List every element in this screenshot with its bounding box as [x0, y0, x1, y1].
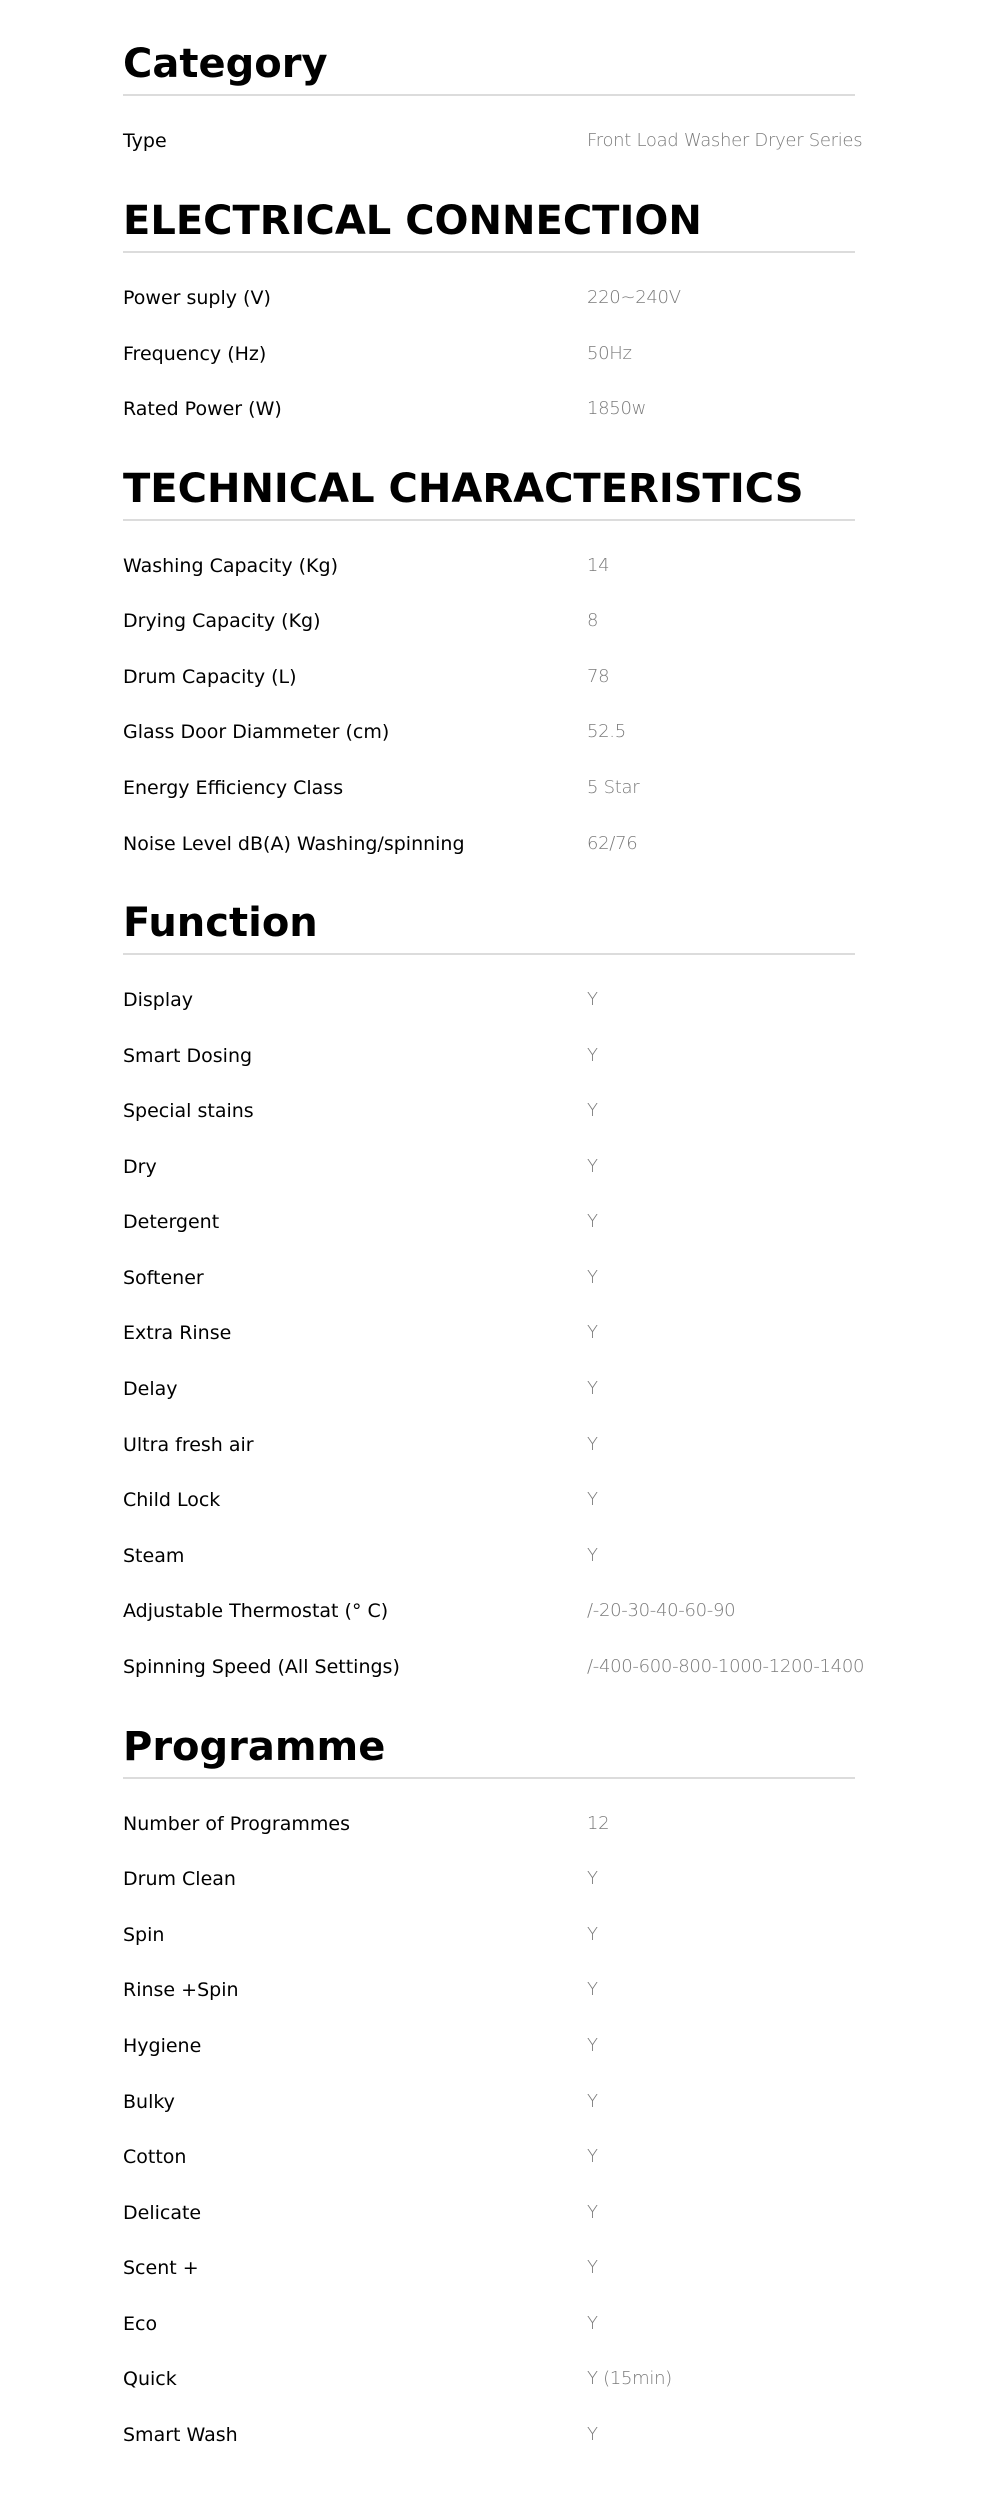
spec-label: Spin — [123, 1924, 165, 1946]
spec-row — [123, 2031, 883, 2061]
spec-value: Y — [587, 1156, 598, 1177]
spec-value: 52.5 — [587, 721, 626, 742]
spec-row — [123, 283, 883, 313]
spec-label: Noise Level dB(A) Washing/spinning — [123, 833, 465, 855]
section-divider — [123, 1777, 855, 1779]
spec-value: Y — [587, 1434, 598, 1455]
spec-value: 78 — [587, 666, 610, 687]
spec-row — [123, 2364, 883, 2394]
spec-label: Hygiene — [123, 2035, 202, 2057]
section-divider — [123, 251, 855, 253]
spec-row — [123, 2087, 883, 2117]
spec-value: Y — [587, 2146, 598, 2167]
spec-row — [123, 394, 883, 424]
spec-row — [123, 662, 883, 692]
section-programme — [123, 1723, 883, 1779]
spec-row — [123, 1263, 883, 1293]
spec-row — [123, 2142, 883, 2172]
spec-row — [123, 2198, 883, 2228]
spec-label: Adjustable Thermostat (° C) — [123, 1600, 389, 1622]
spec-value: Y — [587, 1100, 598, 1121]
section-divider — [123, 94, 855, 96]
spec-value: 8 — [587, 610, 599, 631]
spec-label: Energy Efficiency Class — [123, 777, 344, 799]
spec-label: Number of Programmes — [123, 1813, 350, 1835]
spec-label: Rinse +Spin — [123, 1979, 239, 2001]
spec-label: Special stains — [123, 1100, 254, 1122]
spec-row — [123, 1809, 883, 1839]
spec-row — [123, 829, 883, 859]
section-technical-characteristics — [123, 465, 883, 521]
spec-label: Dry — [123, 1156, 157, 1178]
spec-label: Washing Capacity (Kg) — [123, 555, 338, 577]
spec-label: Display — [123, 989, 194, 1011]
spec-label: Drum Capacity (L) — [123, 666, 297, 688]
spec-label: Extra Rinse — [123, 1322, 232, 1344]
spec-row — [123, 1485, 883, 1515]
spec-row — [123, 551, 883, 581]
spec-value: 5 Star — [587, 777, 640, 798]
spec-label: Spinning Speed (All Settings) — [123, 1656, 400, 1678]
spec-row — [123, 1652, 883, 1682]
spec-value: Y — [587, 1211, 598, 1232]
spec-value: 12 — [587, 1813, 610, 1834]
spec-value: Y — [587, 1378, 598, 1399]
spec-label: Steam — [123, 1545, 185, 1567]
spec-value: Y — [587, 2091, 598, 2112]
spec-label: Quick — [123, 2368, 177, 2390]
spec-row — [123, 985, 883, 1015]
spec-label: Drying Capacity (Kg) — [123, 610, 321, 632]
spec-label: Scent + — [123, 2257, 199, 2279]
spec-row — [123, 1152, 883, 1182]
section-title: Programme — [123, 1724, 386, 1770]
spec-value: Y — [587, 1868, 598, 1889]
spec-row — [123, 1541, 883, 1571]
section-title: TECHNICAL CHARACTERISTICS — [123, 466, 804, 512]
spec-label: Rated Power (W) — [123, 398, 282, 420]
spec-value: 14 — [587, 555, 610, 576]
spec-value: 50Hz — [587, 343, 632, 364]
spec-label: Delicate — [123, 2202, 202, 2224]
spec-row — [123, 1430, 883, 1460]
spec-value: Y — [587, 2424, 598, 2445]
section-function — [123, 899, 883, 955]
spec-label: Glass Door Diammeter (cm) — [123, 721, 390, 743]
spec-value: Y — [587, 1322, 598, 1343]
spec-value: /-20-30-40-60-90 — [587, 1600, 736, 1621]
spec-value: Y — [587, 1489, 598, 1510]
spec-row — [123, 1864, 883, 1894]
spec-label: Smart Wash — [123, 2424, 238, 2446]
spec-label: Smart Dosing — [123, 1045, 253, 1067]
spec-row — [123, 1096, 883, 1126]
spec-row — [123, 126, 883, 156]
spec-value: Y — [587, 2313, 598, 2334]
spec-row — [123, 1975, 883, 2005]
spec-value: 62/76 — [587, 833, 638, 854]
spec-label: Eco — [123, 2313, 158, 2335]
section-category — [123, 40, 883, 96]
section-divider — [123, 953, 855, 955]
spec-label: Delay — [123, 1378, 178, 1400]
spec-label: Type — [123, 130, 167, 152]
section-title: ELECTRICAL CONNECTION — [123, 198, 702, 244]
spec-row — [123, 1920, 883, 1950]
spec-value: Y — [587, 1267, 598, 1288]
spec-value: Y — [587, 2035, 598, 2056]
spec-label: Cotton — [123, 2146, 187, 2168]
spec-value: Y — [587, 1045, 598, 1066]
spec-value: Y — [587, 1545, 598, 1566]
section-electrical-connection — [123, 197, 883, 253]
spec-label: Power suply (V) — [123, 287, 271, 309]
spec-value: Y — [587, 1979, 598, 2000]
section-title: Function — [123, 900, 318, 946]
spec-row — [123, 2420, 883, 2450]
spec-value: Front Load Washer Dryer Series — [587, 130, 863, 151]
spec-row — [123, 1318, 883, 1348]
spec-label: Detergent — [123, 1211, 220, 1233]
spec-row — [123, 1596, 883, 1626]
spec-label: Bulky — [123, 2091, 175, 2113]
spec-value: /-400-600-800-1000-1200-1400 — [587, 1656, 865, 1677]
spec-row — [123, 773, 883, 803]
spec-value: Y (15min) — [587, 2368, 672, 2389]
spec-row — [123, 606, 883, 636]
spec-value: Y — [587, 2257, 598, 2278]
spec-label: Softener — [123, 1267, 204, 1289]
spec-row — [123, 2309, 883, 2339]
spec-row — [123, 1374, 883, 1404]
spec-row — [123, 717, 883, 747]
spec-label: Drum Clean — [123, 1868, 236, 1890]
spec-label: Frequency (Hz) — [123, 343, 267, 365]
spec-label: Ultra fresh air — [123, 1434, 254, 1456]
spec-value: 220~240V — [587, 287, 681, 308]
spec-row — [123, 1041, 883, 1071]
section-divider — [123, 519, 855, 521]
spec-value: Y — [587, 2202, 598, 2223]
spec-row — [123, 339, 883, 369]
spec-value: Y — [587, 1924, 598, 1945]
spec-label: Child Lock — [123, 1489, 221, 1511]
spec-row — [123, 2253, 883, 2283]
spec-row — [123, 1207, 883, 1237]
section-title: Category — [123, 41, 328, 87]
spec-value: Y — [587, 989, 598, 1010]
spec-value: 1850w — [587, 398, 647, 419]
